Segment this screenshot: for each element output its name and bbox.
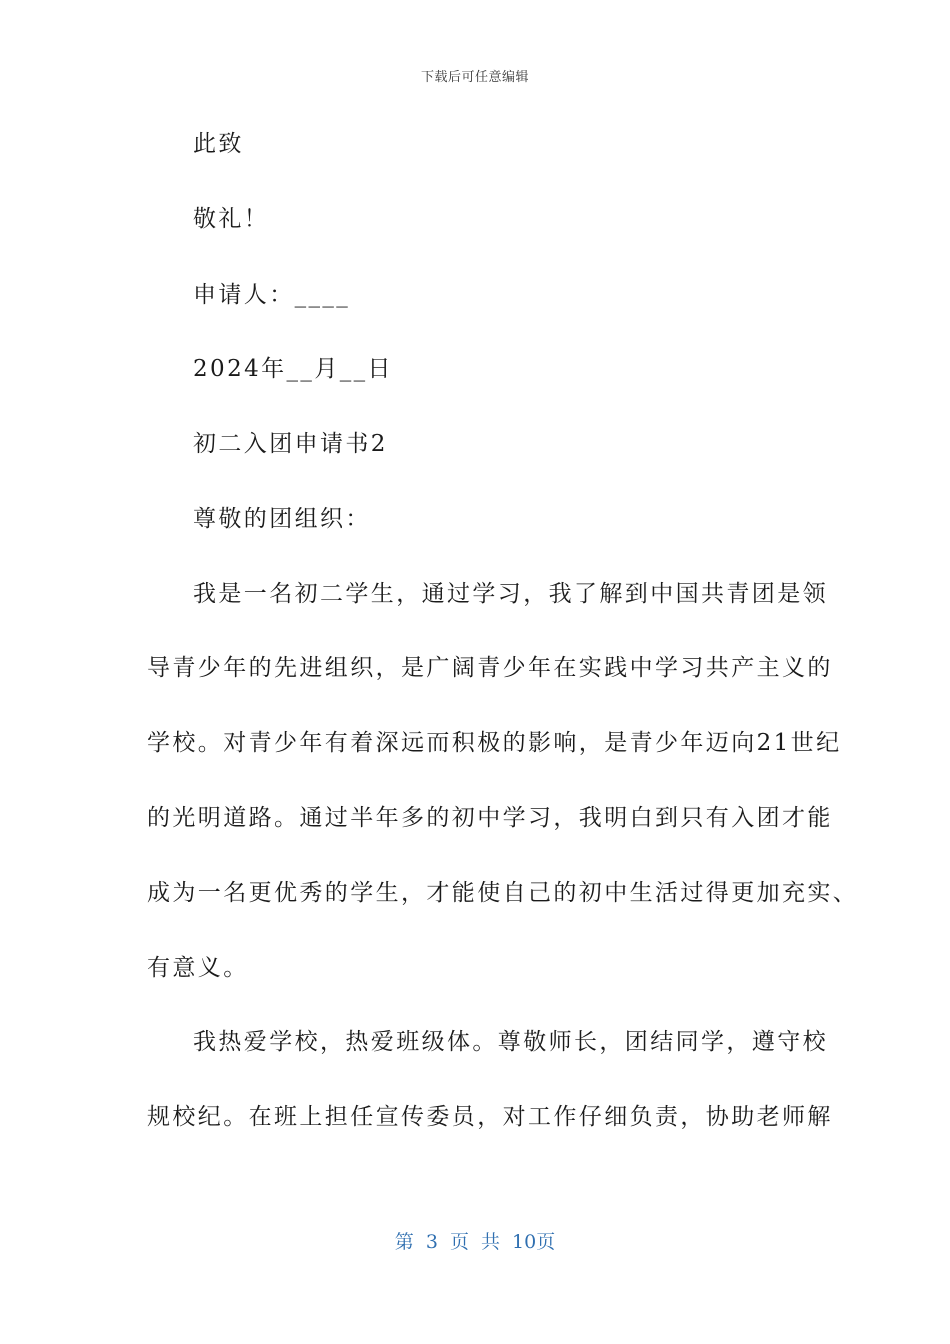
paragraph-line: 的光明道路。通过半年多的初中学习，我明白到只有入团才能	[147, 805, 833, 831]
closing-regards: 敬礼！	[193, 206, 270, 232]
paragraph-line: 我热爱学校，热爱班级体。尊敬师长，团结同学，遵守校	[193, 1029, 828, 1055]
closing-salutation: 此致	[193, 131, 244, 157]
page-number-footer: 第 3 页 共 10页	[394, 1231, 556, 1253]
paragraph-line: 成为一名更优秀的学生，才能使自己的初中生活过得更加充实、	[147, 880, 859, 906]
applicant-line: 申请人：____	[193, 282, 351, 308]
paragraph-line: 有意义。	[147, 955, 249, 981]
section-title: 初二入团申请书2	[193, 431, 388, 457]
letter-greeting: 尊敬的团组织：	[193, 506, 371, 532]
date-line: 2024年__月__日	[193, 356, 393, 382]
paragraph-line: 我是一名初二学生，通过学习，我了解到中国共青团是领	[193, 581, 828, 607]
paragraph-line: 学校。对青少年有着深远而积极的影响，是青少年迈向21世纪	[147, 730, 842, 756]
page-header: 下载后可任意编辑	[420, 70, 529, 85]
paragraph-line: 规校纪。在班上担任宣传委员，对工作仔细负责，协助老师解	[147, 1104, 833, 1130]
paragraph-line: 导青少年的先进组织，是广阔青少年在实践中学习共产主义的	[147, 655, 833, 681]
